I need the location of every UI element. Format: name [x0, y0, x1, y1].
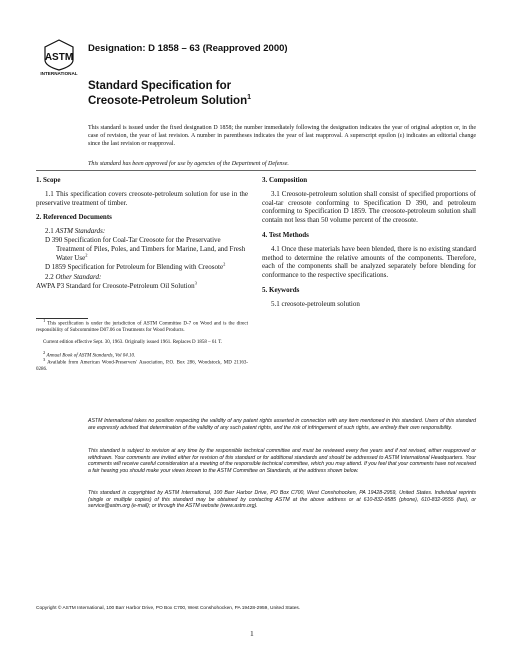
subsection-label: Other Standard: [55, 273, 102, 282]
title-footnote-mark: 1 [247, 94, 252, 102]
section-heading-composition: 3. Composition [262, 176, 308, 184]
section-heading-scope: 1. Scope [36, 176, 61, 184]
title-line1: Standard Specification for [88, 80, 232, 92]
subsection-label: ASTM Standards: [55, 227, 106, 236]
footnote-mark: 2 [85, 252, 88, 258]
subsection-other-standard [36, 273, 248, 282]
copyright-footer: Copyright © ASTM International, 100 Barr Harbor Drive, PO Box C700, West Conshohocken, PA 19428-2959, United States. [36, 606, 301, 611]
dod-approval: This standard has been approved for use by agencies of the Department of Defense. [88, 161, 289, 167]
footnote-1-edition: Current edition effective Sept. 30, 1963. Originally issued 1961. Replaces D 1858 – 61 T. [43, 340, 222, 345]
astm-logo [36, 38, 82, 76]
right-column [262, 176, 476, 315]
footnote-mark: 3 [194, 280, 197, 286]
patent-disclaimer: ASTM International takes no position respecting the validity of any patent rights asserted in connection with any item mentioned in this standard. Users of this standard are expressly advised that determination of the validity of any such patent rights, and the risk of infringement of such rights, are entirely their own responsibility. [88, 418, 476, 431]
composition-paragraph: 3.1 Creosote-petroleum solution shall consist of specified proportions of coal-tar creosote conforming to Specification D 390, and petroleum conforming to Specification D 1859. The creosote-petroleum solution shall contain not less than 50 volume percent of the creosote. [262, 189, 476, 225]
page-number: 1 [250, 629, 254, 638]
subsection-astm-standards [36, 227, 248, 236]
scope-paragraph: 1.1 This specification covers creosote-petroleum solution for use in the preservative treatment of timber. [36, 189, 248, 207]
reference-d1859 [36, 263, 248, 272]
test-methods-paragraph: 4.1 Once these materials have been blended, there is no existing standard method to determine the relative amounts of the components. Therefore, each of the components shall be analyzed separately before blending for conformance to the respective specifications. [262, 244, 476, 280]
reference-text: D 390 Specification for Coal-Tar Creosote for the Preservative Treatment of Piles, Poles, and Timbers for Marine, Land, and Fresh Water Use [45, 235, 246, 262]
revision-disclaimer: This standard is subject to revision at any time by the responsible technical committee and must be reviewed every five years and if not revised, either reapproved or withdrawn. Your comments are invited either for revision of this standard or for additional standards and should be addressed to ASTM International Headquarters. Your comments will receive careful consideration at a meeting of the responsible technical committee, which you may attend. If you feel that your comments have not received a fair hearing you should make your views known to the ASTM Committee on Standards, at the address shown below. [88, 448, 476, 474]
left-column [36, 176, 248, 292]
section-heading-referenced-documents: 2. Referenced Documents [36, 213, 112, 222]
subsection-number: 2.2 [45, 273, 54, 282]
issuance-notice: This standard is issued under the fixed designation D 1858; the number immediately following the designation indicates the year of original adoption or, in the case of revision, the year of last revision. A number in parentheses indicates the year of last reapproval. A superscript epsilon (ε) indicates an editorial change since the last revision or reapproval. [88, 125, 476, 148]
copyright-disclaimer: This standard is copyrighted by ASTM International, 100 Barr Harbor Drive, PO Box C700, West Conshohocken, PA 19428-2959, United States. Individual reprints (single or multiple copies) of this standard may be obtained by contacting ASTM at the above address or at 610-832-9585 (phone), 610-832-9555 (fax), or service@astm.org (e-mail); or through the ASTM website (www.astm.org). [88, 490, 476, 510]
footnote-number: 3 [43, 357, 46, 362]
designation: Designation: D 1858 – 63 (Reapproved 2000) [88, 43, 288, 54]
footnote-text: Available from American Wood-Preservers' Association, P.O. Box 286, Woodstock, MD 21163-0286. [36, 360, 248, 372]
title-text: Creosote-Petroleum Solution [88, 95, 248, 107]
footnote-2 [36, 350, 248, 360]
footnote-number: 2 [43, 350, 46, 355]
reference-awpa-p3 [36, 282, 248, 291]
footnote-1 [36, 318, 248, 334]
section-heading-keywords: 5. Keywords [262, 285, 300, 294]
footnote-text: This specification is under the jurisdiction of ASTM Committee D-7 on Wood and is the direct responsibility of Subcommittee D07.06 on Treatments for Wood Products. [36, 321, 248, 333]
section-heading-test-methods: 4. Test Methods [262, 230, 309, 239]
subsection-number: 2.1 [45, 227, 54, 236]
keywords-paragraph: 5.1 creosote-petroleum solution [271, 299, 360, 308]
logo-text: ASTM [44, 52, 74, 63]
header-divider [36, 170, 476, 171]
footnote-text: Annual Book of ASTM Standards, Vol 04.10. [46, 353, 136, 359]
title-line2 [88, 95, 251, 107]
reference-d390 [36, 236, 248, 262]
footnote-number: 1 [43, 318, 46, 323]
logo-subtext: INTERNATIONAL [40, 71, 78, 76]
reference-text: AWPA P3 Standard for Creosote-Petroleum Oil Solution [36, 281, 195, 290]
footnote-3 [36, 357, 248, 373]
footnote-mark: 2 [223, 262, 226, 268]
reference-text: D 1859 Specification for Petroleum for Blending with Creosote [45, 263, 224, 272]
